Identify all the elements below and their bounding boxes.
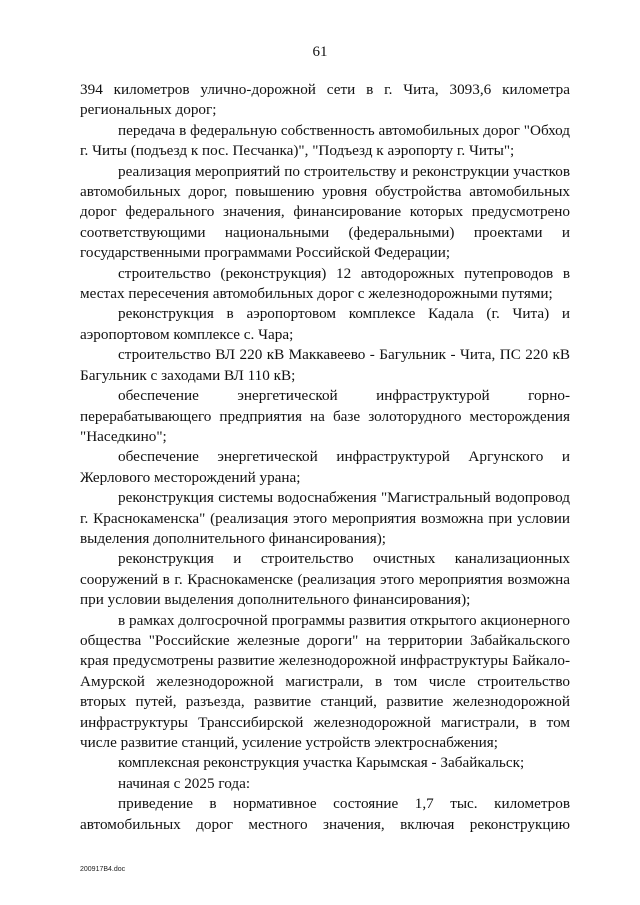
paragraph: обеспечение энергетической инфраструктурой горно-перерабатывающего предприятия на базе золоторудного месторождения "Наседкино";	[80, 387, 570, 445]
paragraph: реконструкция и строительство очистных канализационных сооружений в г. Краснокаменске (реализация этого мероприятия возможна при условии выделения дополнительного финансирования);	[80, 550, 570, 609]
paragraph: начиная с 2025 года:	[118, 774, 251, 792]
paragraph: строительство ВЛ 220 кВ Маккавеево - Багульник - Чита, ПС 220 кВ Багульник с заходами ВЛ 110 кВ;	[80, 346, 570, 384]
paragraph: 394 километров улично-дорожной сети в г. Чита, 3093,6 километра региональных дорог;	[80, 81, 570, 119]
paragraph: комплексная реконструкция участка Карымская - Забайкальск;	[118, 754, 525, 772]
file-name-footer: 200917В4.doc	[80, 866, 126, 873]
paragraph: реконструкция в аэропортовом комплексе Кадала (г. Чита) и аэропортовом комплексе с. Чара;	[80, 305, 570, 343]
body-text	[80, 80, 570, 835]
page-number: 61	[312, 44, 328, 60]
paragraph: передача в федеральную собственность автомобильных дорог "Обход г. Читы (подъезд к пос. Песчанка)", "Подъезд к аэропорту г. Читы";	[80, 121, 570, 160]
paragraph: строительство (реконструкция) 12 автодорожных путепроводов в местах пересечения автомобильных дорог с железнодорожными путями;	[80, 264, 570, 303]
paragraph: в рамках долгосрочной программы развития открытого акционерного общества "Российские железные дороги" на территории Забайкальского края предусмотрены развитие железнодорожной инфраструктуры Байкало-Амурской железнодорожной магистрали, в том числе строительство вторых путей, разъезда, развитие станций, развитие железнодорожной инфраструктуры Транссибирской железнодорожной магистрали, в том числе развитие станций, усиление устройств электроснабжения;	[80, 611, 570, 751]
paragraph: реализация мероприятий по строительству и реконструкции участков автомобильных дорог, повышению уровня обустройства автомобильных дорог федерального значения, финансирование которых предусмотрено соответствующими национальными (федеральными) проектами и государственными программами Российской Федерации;	[80, 162, 570, 262]
paragraph: реконструкция системы водоснабжения "Магистральный водопровод г. Краснокаменска" (реализация этого мероприятия возможна при условии выделения дополнительного финансирования);	[80, 489, 570, 547]
paragraph: приведение в нормативное состояние 1,7 тыс. километров автомобильных дорог местного значения, включая реконструкцию	[80, 795, 570, 833]
paragraph: обеспечение энергетической инфраструктурой Аргунского и Жерлового месторождений урана;	[80, 448, 570, 486]
